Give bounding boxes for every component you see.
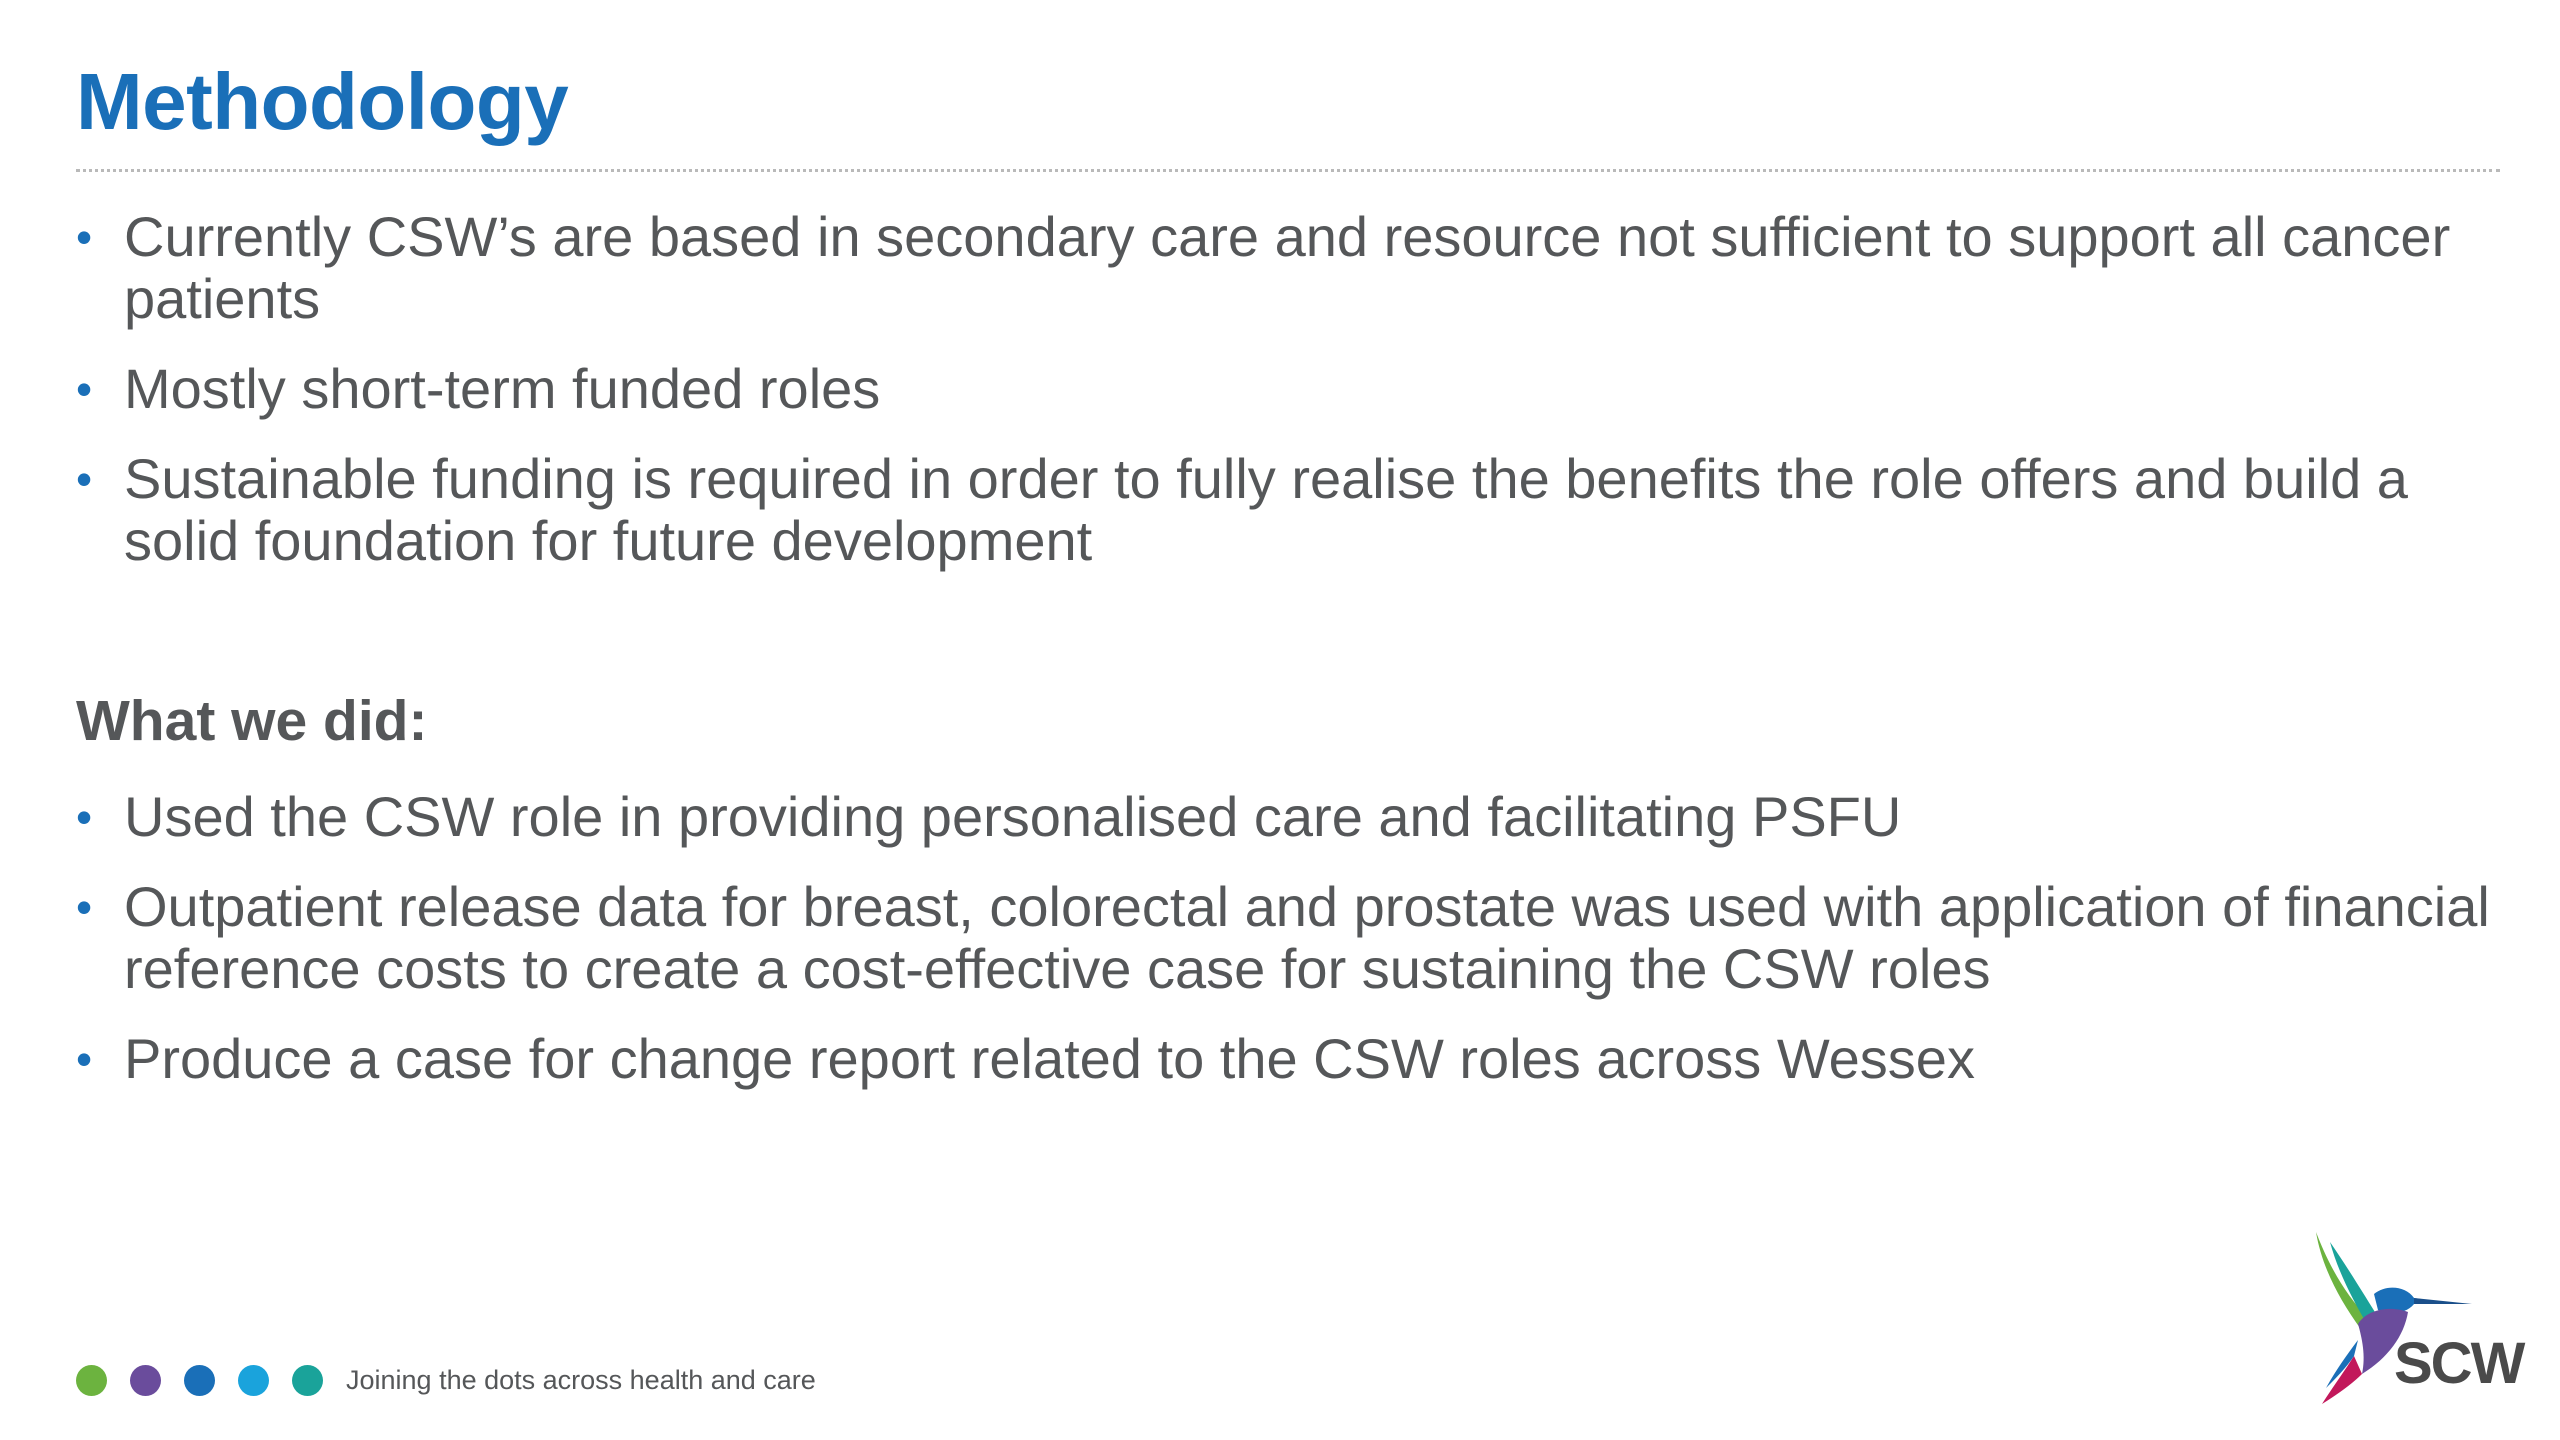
bullet-text: Mostly short-term funded roles [124, 357, 881, 420]
list-item [76, 786, 2496, 848]
list-item [76, 1028, 2496, 1090]
bullet-icon: • [76, 453, 93, 505]
blue-dot-icon [184, 1365, 215, 1396]
bullet-text: Sustainable funding is required in order to fully realise the benefits the role offers and build a solid foundation for future development [124, 447, 2408, 572]
bullet-icon: • [76, 211, 93, 263]
bullet-text: Outpatient release data for breast, colorectal and prostate was used with application of financial reference costs to create a cost-effective case for sustaining the CSW roles [124, 875, 2490, 1000]
bullet-icon: • [76, 363, 93, 415]
scw-logo [2296, 1228, 2536, 1408]
bullet-icon: • [76, 881, 93, 933]
footer [76, 1362, 816, 1398]
title-divider [76, 169, 2500, 172]
logo-text: SCW [2394, 1331, 2524, 1396]
teal-dot-icon [292, 1365, 323, 1396]
list-item [76, 448, 2496, 572]
bullet-text: Produce a case for change report related to the CSW roles across Wessex [124, 1027, 1975, 1090]
cyan-dot-icon [238, 1365, 269, 1396]
bullet-icon: • [76, 1033, 93, 1085]
bullet-icon: • [76, 791, 93, 843]
green-dot-icon [76, 1365, 107, 1396]
bullet-list-context [76, 206, 2496, 600]
section-heading: What we did: [76, 689, 428, 753]
list-item [76, 206, 2496, 330]
footer-tagline: Joining the dots across health and care [346, 1364, 816, 1395]
list-item [76, 358, 2496, 420]
bullet-text: Used the CSW role in providing personalised care and facilitating PSFU [124, 785, 1902, 848]
bullet-list-actions [76, 786, 2496, 1118]
purple-dot-icon [130, 1365, 161, 1396]
bullet-text: Currently CSW’s are based in secondary care and resource not sufficient to support all cancer patients [124, 205, 2451, 330]
page-title: Methodology [76, 57, 569, 146]
list-item [76, 876, 2496, 1000]
